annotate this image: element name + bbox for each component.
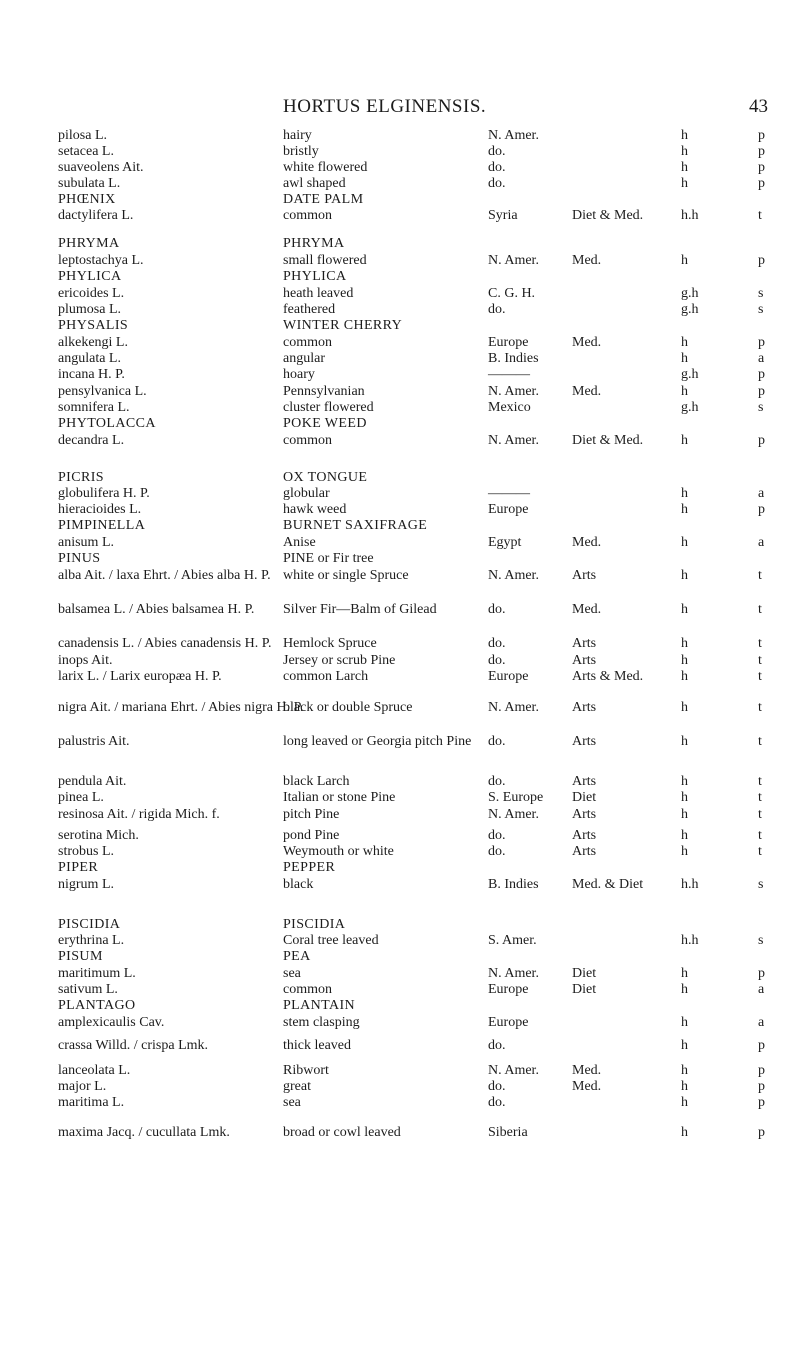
cell-english: hairy [283,128,312,143]
cell-dur: a [758,486,765,501]
table-row [0,790,800,806]
cell-origin: N. Amer. [488,253,539,268]
cell-english: PLANTAIN [283,998,356,1013]
cell-english: Ribwort [283,1063,329,1078]
cell-dur: a [758,982,765,997]
cell-latin: subulata L. [58,176,121,191]
cell-origin: do. [488,602,506,617]
cell-latin: decandra L. [58,433,125,448]
cell-origin: S. Europe [488,790,544,805]
cell-habit: g.h [681,400,699,415]
table-row [0,949,800,965]
table-row [0,384,800,400]
cell-habit: h [681,1038,688,1053]
table-row [0,860,800,876]
cell-use: Diet [572,966,597,981]
cell-habit: h [681,734,688,749]
cell-habit: h [681,384,688,399]
cell-english: heath leaved [283,286,354,301]
cell-dur: t [758,700,762,715]
page-header [0,96,800,122]
cell-dur: s [758,400,764,415]
cell-habit: h [681,807,688,822]
cell-dur: p [758,1038,765,1053]
cell-latin: balsamea L. / Abies balsamea H. P. [58,602,255,617]
cell-english: pond Pine [283,828,340,843]
cell-origin: N. Amer. [488,128,539,143]
cell-origin: do. [488,774,506,789]
table-row [0,269,800,285]
cell-use: Med. [572,1079,602,1094]
cell-latin: PISCIDIA [58,917,121,932]
cell-origin: do. [488,1095,506,1110]
table-row [0,302,800,318]
cell-latin: inops Ait. [58,653,113,668]
table-row [0,1079,800,1095]
cell-use: Arts [572,568,597,583]
cell-origin: Siberia [488,1125,528,1140]
cell-english: PHYLICA [283,269,347,284]
cell-habit: h.h [681,933,699,948]
table-row [0,1015,800,1031]
table-row [0,470,800,486]
cell-dur: t [758,669,762,684]
cell-use: Med. [572,384,602,399]
cell-use: Med. [572,535,602,550]
cell-dur: p [758,1095,765,1110]
table-row [0,568,800,584]
cell-origin: Egypt [488,535,522,550]
table-row [0,160,800,176]
cell-origin: N. Amer. [488,433,539,448]
cell-habit: h [681,535,688,550]
cell-dur: p [758,335,765,350]
cell-english: PEPPER [283,860,336,875]
cell-habit: h [681,176,688,191]
cell-latin: pensylvanica L. [58,384,147,399]
table-row [0,518,800,534]
cell-use: Diet & Med. [572,433,644,448]
cell-origin: ——— [488,367,530,382]
cell-latin: PHŒNIX [58,192,116,207]
cell-latin: maritima L. [58,1095,125,1110]
cell-english: black [283,877,314,892]
cell-use: Med. [572,253,602,268]
cell-latin: somnifera L. [58,400,130,415]
table-row [0,335,800,351]
cell-latin: sativum L. [58,982,118,997]
cell-english: sea [283,1095,301,1110]
cell-habit: h [681,128,688,143]
cell-habit: h.h [681,877,699,892]
cell-origin: Mexico [488,400,531,415]
cell-dur: p [758,1063,765,1078]
cell-dur: t [758,602,762,617]
table-row [0,653,800,669]
cell-use: Arts [572,636,597,651]
cell-origin: N. Amer. [488,1063,539,1078]
cell-origin: do. [488,302,506,317]
cell-dur: t [758,790,762,805]
cell-habit: h [681,1125,688,1140]
table-row [0,351,800,367]
cell-dur: p [758,433,765,448]
cell-habit: h [681,351,688,366]
cell-latin: PHYLICA [58,269,122,284]
table-row [0,551,800,567]
cell-english: DATE PALM [283,192,364,207]
cell-dur: p [758,384,765,399]
cell-origin: ——— [488,486,530,501]
table-row [0,844,800,860]
cell-dur: t [758,807,762,822]
table-row [0,602,800,618]
cell-english: Hemlock Spruce [283,636,377,651]
cell-english: small flowered [283,253,367,268]
cell-dur: p [758,128,765,143]
table-row [0,176,800,192]
cell-habit: h [681,602,688,617]
cell-habit: h.h [681,208,699,223]
cell-origin: N. Amer. [488,568,539,583]
cell-habit: g.h [681,286,699,301]
cell-use: Diet [572,982,597,997]
cell-origin: do. [488,1038,506,1053]
cell-latin: lanceolata L. [58,1063,131,1078]
cell-latin: PHYTOLACCA [58,416,156,431]
cell-dur: a [758,351,765,366]
cell-dur: t [758,636,762,651]
cell-english: BURNET SAXIFRAGE [283,518,428,533]
cell-latin: dactylifera L. [58,208,134,223]
cell-use: Arts [572,700,597,715]
cell-dur: p [758,253,765,268]
cell-origin: do. [488,1079,506,1094]
cell-origin: Europe [488,982,529,997]
cell-latin: larix L. / Larix europæa H. P. [58,669,222,684]
cell-english: common Larch [283,669,369,684]
cell-habit: g.h [681,367,699,382]
cell-latin: ericoides L. [58,286,125,301]
cell-use: Arts [572,828,597,843]
table-row [0,128,800,144]
cell-latin: maxima Jacq. / cucullata Lmk. [58,1125,230,1140]
cell-dur: s [758,877,764,892]
cell-latin: canadensis L. / Abies canadensis H. P. [58,636,272,651]
cell-latin: PICRIS [58,470,104,485]
table-row [0,486,800,502]
cell-latin: incana H. P. [58,367,125,382]
cell-english: black or double Spruce [283,700,413,715]
cell-english: pitch Pine [283,807,340,822]
table-row [0,236,800,252]
cell-latin: globulifera H. P. [58,486,150,501]
cell-habit: h [681,669,688,684]
cell-dur: p [758,966,765,981]
cell-dur: p [758,1125,765,1140]
cell-origin: B. Indies [488,351,539,366]
cell-latin: hieracioides L. [58,502,142,517]
cell-origin: do. [488,653,506,668]
cell-use: Arts [572,844,597,859]
table-row [0,400,800,416]
cell-origin: Syria [488,208,518,223]
cell-habit: h [681,433,688,448]
cell-english: Anise [283,535,316,550]
cell-english: common [283,208,332,223]
cell-origin: N. Amer. [488,384,539,399]
cell-origin: B. Indies [488,877,539,892]
cell-latin: PLANTAGO [58,998,136,1013]
cell-english: stem clasping [283,1015,360,1030]
cell-english: bristly [283,144,319,159]
cell-use: Diet & Med. [572,208,644,223]
cell-dur: t [758,734,762,749]
cell-use: Arts [572,734,597,749]
cell-habit: h [681,486,688,501]
cell-dur: t [758,208,762,223]
table-row [0,416,800,432]
cell-origin: do. [488,844,506,859]
table-row [0,877,800,893]
cell-dur: p [758,367,765,382]
cell-english: white flowered [283,160,368,175]
table-row [0,208,800,224]
cell-latin: crassa Willd. / crispa Lmk. [58,1038,209,1053]
cell-latin: pendula Ait. [58,774,127,789]
cell-use: Arts [572,653,597,668]
table-row [0,502,800,518]
cell-english: cluster flowered [283,400,374,415]
cell-origin: N. Amer. [488,966,539,981]
cell-origin: do. [488,176,506,191]
cell-english: common [283,433,332,448]
cell-origin: do. [488,144,506,159]
cell-origin: Europe [488,502,529,517]
cell-habit: h [681,790,688,805]
cell-english: feathered [283,302,336,317]
cell-habit: h [681,1095,688,1110]
table-row [0,933,800,949]
cell-latin: resinosa Ait. / rigida Mich. f. [58,807,220,822]
table-row [0,669,800,685]
cell-habit: h [681,335,688,350]
cell-latin: major L. [58,1079,107,1094]
cell-habit: h [681,253,688,268]
running-title: HORTUS ELGINENSIS. [283,96,487,117]
cell-habit: h [681,844,688,859]
table-row [0,1038,800,1054]
cell-origin: C. G. H. [488,286,536,301]
table-row [0,318,800,334]
cell-english: WINTER CHERRY [283,318,403,333]
cell-dur: s [758,286,764,301]
table-row [0,998,800,1014]
table-row [0,192,800,208]
cell-english: black Larch [283,774,350,789]
cell-dur: a [758,535,765,550]
cell-english: hoary [283,367,315,382]
cell-english: Silver Fir—Balm of Gilead [283,602,437,617]
cell-latin: alba Ait. / laxa Ehrt. / Abies alba H. P. [58,568,271,583]
cell-habit: h [681,653,688,668]
table-row [0,774,800,790]
cell-latin: PISUM [58,949,103,964]
cell-english: long leaved or Georgia pitch Pine [283,734,472,749]
cell-latin: serotina Mich. [58,828,139,843]
cell-dur: t [758,568,762,583]
cell-dur: p [758,160,765,175]
cell-dur: t [758,653,762,668]
cell-use: Arts [572,807,597,822]
cell-english: awl shaped [283,176,346,191]
cell-dur: t [758,774,762,789]
cell-origin: Europe [488,669,529,684]
cell-latin: plumosa L. [58,302,121,317]
cell-english: common [283,982,332,997]
table-row [0,734,800,750]
cell-latin: suaveolens Ait. [58,160,144,175]
cell-dur: t [758,844,762,859]
cell-habit: h [681,982,688,997]
cell-latin: anisum L. [58,535,114,550]
table-row [0,433,800,449]
cell-latin: erythrina L. [58,933,125,948]
cell-english: common [283,335,332,350]
cell-latin: PHRYMA [58,236,120,251]
cell-english: PISCIDIA [283,917,346,932]
cell-use: Med. [572,1063,602,1078]
cell-latin: PINUS [58,551,101,566]
cell-english: angular [283,351,325,366]
table-row [0,1125,800,1141]
cell-use: Med. [572,335,602,350]
cell-habit: h [681,774,688,789]
cell-english: PINE or Fir tree [283,551,374,566]
cell-latin: pinea L. [58,790,104,805]
table-row [0,1063,800,1079]
cell-latin: leptostachya L. [58,253,144,268]
cell-english: Coral tree leaved [283,933,379,948]
cell-latin: nigrum L. [58,877,114,892]
cell-latin: palustris Ait. [58,734,130,749]
cell-english: Jersey or scrub Pine [283,653,396,668]
cell-english: great [283,1079,311,1094]
cell-habit: h [681,144,688,159]
cell-use: Arts & Med. [572,669,644,684]
cell-habit: h [681,1079,688,1094]
cell-english: PEA [283,949,311,964]
cell-origin: do. [488,828,506,843]
cell-english: sea [283,966,301,981]
cell-habit: h [681,966,688,981]
cell-latin: setacea L. [58,144,114,159]
cell-english: OX TONGUE [283,470,368,485]
cell-origin: Europe [488,1015,529,1030]
cell-english: POKE WEED [283,416,367,431]
cell-origin: do. [488,160,506,175]
cell-english: thick leaved [283,1038,352,1053]
table-row [0,286,800,302]
cell-origin: N. Amer. [488,700,539,715]
cell-english: hawk weed [283,502,347,517]
table-row [0,917,800,933]
table-row [0,144,800,160]
table-row [0,807,800,823]
cell-habit: h [681,636,688,651]
table-row [0,700,800,716]
cell-origin: do. [488,734,506,749]
cell-dur: t [758,828,762,843]
cell-latin: alkekengi L. [58,335,128,350]
cell-habit: h [681,502,688,517]
cell-habit: g.h [681,302,699,317]
cell-dur: s [758,933,764,948]
table-row [0,828,800,844]
cell-dur: a [758,1015,765,1030]
cell-habit: h [681,828,688,843]
table-row [0,367,800,383]
cell-latin: nigra Ait. / mariana Ehrt. / Abies nigra H. P. [58,700,304,715]
cell-latin: angulata L. [58,351,121,366]
cell-dur: p [758,176,765,191]
cell-latin: amplexicaulis Cav. [58,1015,165,1030]
table-row [0,636,800,652]
cell-origin: N. Amer. [488,807,539,822]
table-row [0,1095,800,1111]
cell-dur: p [758,1079,765,1094]
cell-english: globular [283,486,330,501]
cell-habit: h [681,1063,688,1078]
cell-use: Med. & Diet [572,877,644,892]
cell-habit: h [681,568,688,583]
cell-origin: S. Amer. [488,933,537,948]
cell-latin: pilosa L. [58,128,107,143]
cell-habit: h [681,1015,688,1030]
table-row [0,253,800,269]
cell-latin: PIPER [58,860,99,875]
cell-habit: h [681,700,688,715]
cell-english: white or single Spruce [283,568,409,583]
cell-latin: maritimum L. [58,966,136,981]
cell-latin: PHYSALIS [58,318,129,333]
page-number: 43 [749,96,768,117]
cell-origin: do. [488,636,506,651]
cell-latin: PIMPINELLA [58,518,146,533]
cell-english: broad or cowl leaved [283,1125,401,1140]
cell-use: Med. [572,602,602,617]
cell-english: PHRYMA [283,236,345,251]
cell-dur: p [758,502,765,517]
cell-english: Weymouth or white [283,844,394,859]
cell-english: Italian or stone Pine [283,790,396,805]
cell-latin: strobus L. [58,844,114,859]
cell-dur: p [758,144,765,159]
cell-dur: s [758,302,764,317]
table-row [0,535,800,551]
cell-use: Arts [572,774,597,789]
cell-use: Diet [572,790,597,805]
table-row [0,966,800,982]
table-row [0,982,800,998]
cell-english: Pennsylvanian [283,384,365,399]
cell-habit: h [681,160,688,175]
cell-origin: Europe [488,335,529,350]
